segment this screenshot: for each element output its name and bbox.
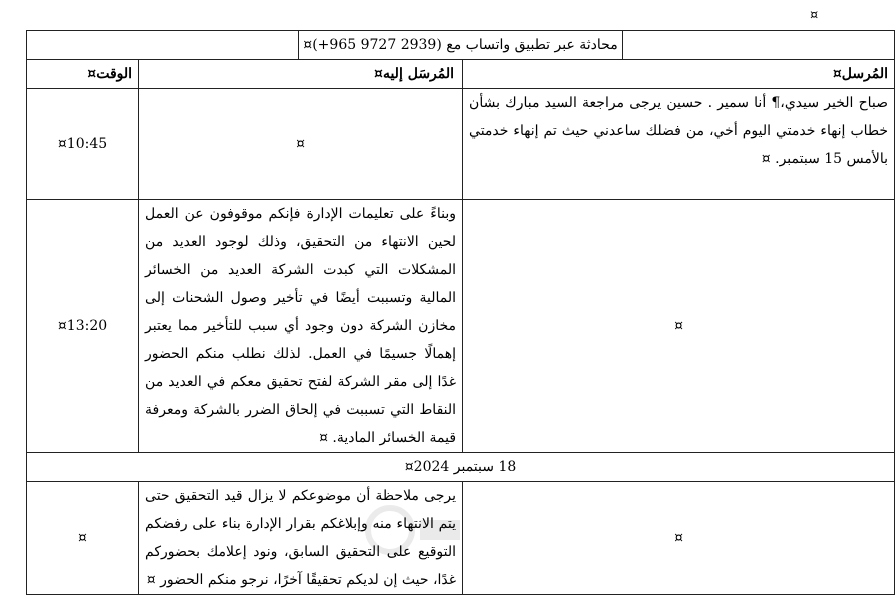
receiver-message: ¤ [139,89,463,200]
message-time: ¤ [27,482,139,595]
receiver-message: يرجى ملاحظة أن موضوعكم لا يزال قيد التحقيق حتى يتم الانتهاء منه وإبلاغكم بقرار الإدارة بناء على رفضكم التوقيع على التحقيق السابق، ونود إعلامك بحضوركم غدًا، حيث إن لديكم تحقيقًا آخرًا، نرجو منكم الحضور ¤ [139,482,463,595]
conversation-title-cell [27,31,895,60]
watermark-logo [360,500,470,560]
date-divider: 18 سبتمبر 2024¤ [27,453,895,482]
sender-message: ¤ [463,200,895,453]
message-time: ¤10:45 [27,89,139,200]
format-mark: ¤ [810,8,819,23]
sender-message: صباح الخير سيدي،¶ أنا سمير . حسين يرجى مراجعة السيد مبارك بشأن خطاب إنهاء خدمتي اليوم أخي، من فضلك ساعدني حيث تم إنهاء خدمتي بالأمس 15 سبتمبر. ¤ [463,89,895,200]
header-time: الوقت¤ [27,60,139,89]
header-sender: المُرسل¤ [463,60,895,89]
header-receiver: المُرسَل إليه¤ [139,60,463,89]
table-row [27,89,895,200]
receiver-message: وبناءً على تعليمات الإدارة فإنكم موقوفون عن العمل لحين الانتهاء من التحقيق، وذلك لوجود العديد من المشكلات التي كبدت الشركة العديد من الخسائر المالية وتسببت أيضًا في تأخير وصول الشحنات إلى مخازن الشركة دون وجود أي سبب للتأخير مما يعتبر إهمالًا جسيمًا في العمل. لذلك نطلب منكم الحضور غدًا إلى مقر الشركة لفتح تحقيق معكم في العديد من النقاط التي تسببت في إلحاق الضرر بالشركة ومعرفة قيمة الخسائر المادية. ¤ [139,200,463,453]
sender-message: ¤ [463,482,895,595]
message-time: ¤13:20 [27,200,139,453]
table-row [27,200,895,453]
conversation-title: محادثة عبر تطبيق واتساب مع (2939 9727 965+)¤ [298,31,622,59]
